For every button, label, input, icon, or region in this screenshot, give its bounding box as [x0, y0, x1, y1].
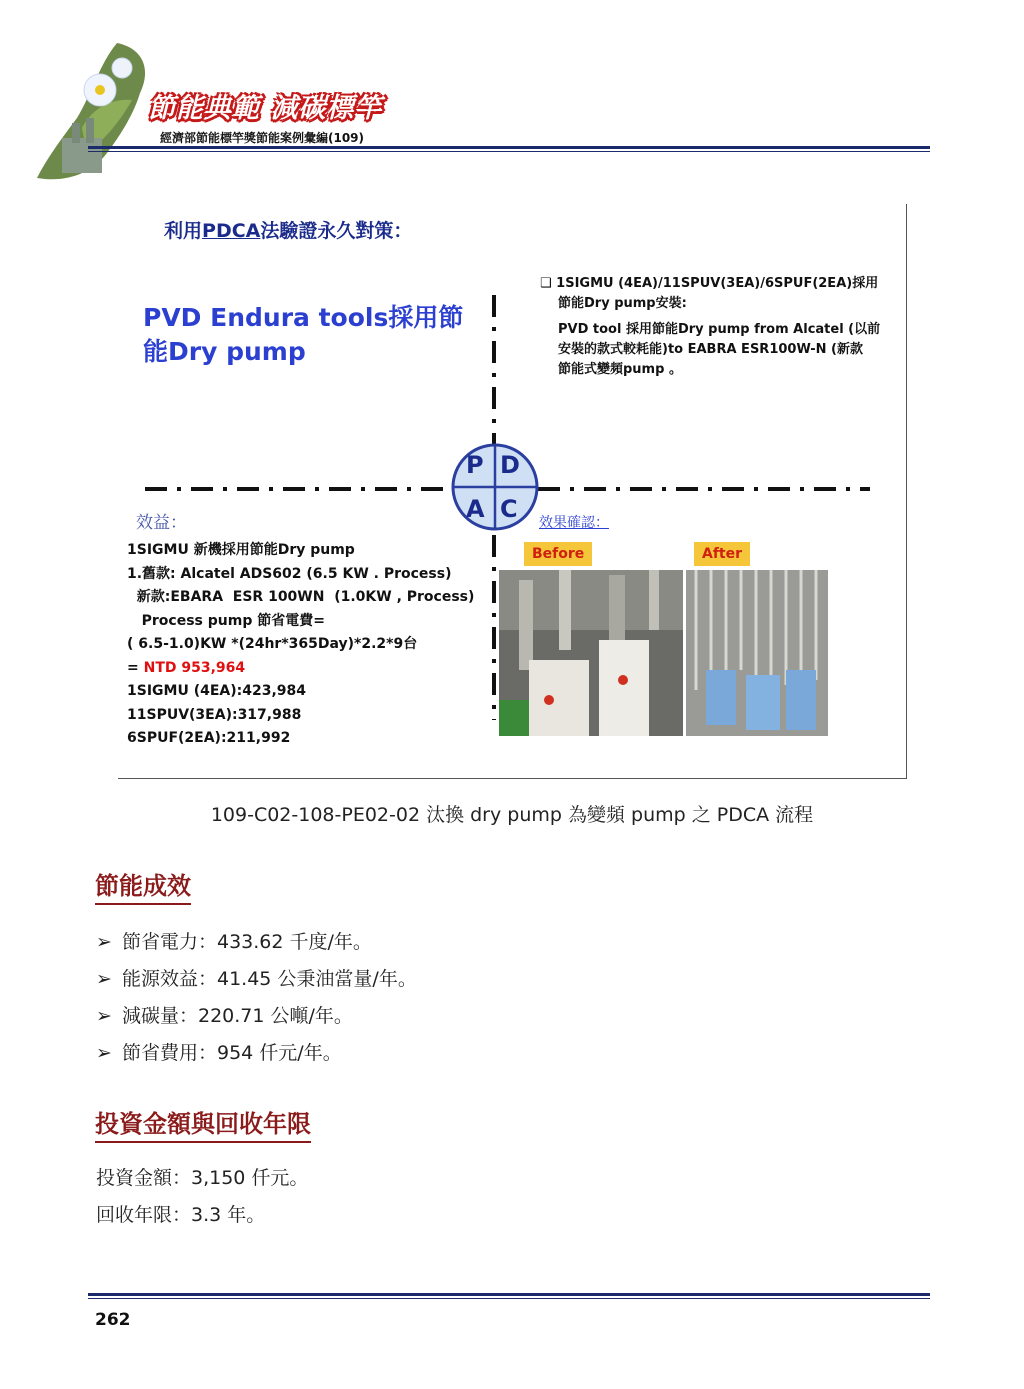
check-line: Process pump 節省電費=: [127, 612, 325, 629]
section-title-energy-saving: 節能成效: [95, 866, 191, 905]
before-tag: Before: [524, 542, 592, 566]
check-breakdown-line: 1SIGMU (4EA):423,984: [127, 683, 306, 699]
do-line: ❑ 1SIGMU (4EA)/11SPUV(3EA)/6SPUF(2EA)採用: [540, 276, 879, 291]
plan-title-line: 能Dry pump: [143, 337, 306, 366]
arrow-bullet-icon: ➢: [96, 1005, 112, 1027]
plan-title: [143, 301, 483, 369]
list-item: [96, 1001, 353, 1028]
check-line: 1.舊款: Alcatel ADS602 (6.5 KW . Process): [127, 565, 452, 582]
heading-pdca: PDCA: [202, 220, 261, 242]
check-total-value: NTD 953,964: [143, 659, 246, 676]
arrow-bullet-icon: ➢: [96, 1042, 112, 1064]
list-item: [96, 964, 417, 991]
check-total: [127, 657, 474, 681]
after-tag: After: [694, 542, 750, 566]
do-line: 安裝的款式較耗能)to EABRA ESR100W-N (新款: [558, 342, 863, 357]
list-item-text: 能源效益：41.45 公秉油當量/年。: [122, 968, 417, 990]
list-item: [96, 1038, 342, 1065]
pdca-letter-d: D: [500, 451, 520, 479]
pdca-letter-a: A: [466, 495, 485, 523]
payback-line: 回收年限：3.3 年。: [96, 1204, 266, 1226]
pdca-letter-p: P: [466, 451, 484, 479]
check-breakdown-line: 6SPUF(2EA):211,992: [127, 730, 291, 746]
list-item-text: 減碳量：220.71 公噸/年。: [122, 1005, 353, 1027]
header-rule: [88, 146, 930, 149]
list-item: [96, 927, 372, 954]
footer-rule: [88, 1293, 930, 1296]
check-breakdown-line: 11SPUV(3EA):317,988: [127, 706, 302, 723]
figure-caption: 109-C02-108-PE02-02 汰換 dry pump 為變頻 pump 之 PDCA 流程: [210, 804, 814, 826]
page-number: 262: [95, 1310, 131, 1330]
section-title-investment: 投資金額與回收年限: [95, 1104, 311, 1143]
pdca-circle: [450, 442, 540, 532]
check-line: 1SIGMU 新機採用節能Dry pump: [127, 542, 355, 558]
do-text: [540, 274, 900, 380]
header-title: 節能典範 減碳標竿: [148, 93, 383, 124]
before-photo: [499, 570, 683, 736]
check-total-prefix: =: [127, 659, 144, 676]
pdca-letter-c: C: [500, 495, 518, 523]
confirm-label: 效果確認：: [539, 515, 609, 531]
do-line: 節能Dry pump安裝:: [558, 296, 687, 311]
header-subtitle: 經濟部節能標竿獎節能案例彙編(109): [160, 131, 365, 145]
header-rule-thin: [88, 151, 930, 152]
check-line: ( 6.5-1.0)KW *(24hr*365Day)*2.2*9台: [127, 636, 418, 652]
after-photo: [686, 570, 828, 736]
check-line: 新款:EBARA ESR 100WN (1.0KW , Process): [127, 589, 475, 605]
footer-rule-thin: [88, 1298, 930, 1299]
check-label: 效益：: [136, 513, 187, 533]
do-line: 節能式變頻pump 。: [558, 362, 682, 377]
investment-line: 投資金額：3,150 仟元。: [96, 1167, 309, 1189]
list-item-text: 節省電力：433.62 千度/年。: [122, 931, 372, 953]
do-line: PVD tool 採用節能Dry pump from Alcatel (以前: [558, 322, 881, 337]
slide-heading: [164, 216, 412, 243]
arrow-bullet-icon: ➢: [96, 931, 112, 953]
arrow-bullet-icon: ➢: [96, 968, 112, 990]
check-text: [127, 539, 474, 751]
plan-title-line: PVD Endura tools採用節: [143, 303, 464, 332]
heading-prefix: 利用: [164, 220, 203, 242]
list-item-text: 節省費用：954 仟元/年。: [122, 1042, 342, 1064]
heading-suffix: 法驗證永久對策：: [260, 220, 413, 242]
